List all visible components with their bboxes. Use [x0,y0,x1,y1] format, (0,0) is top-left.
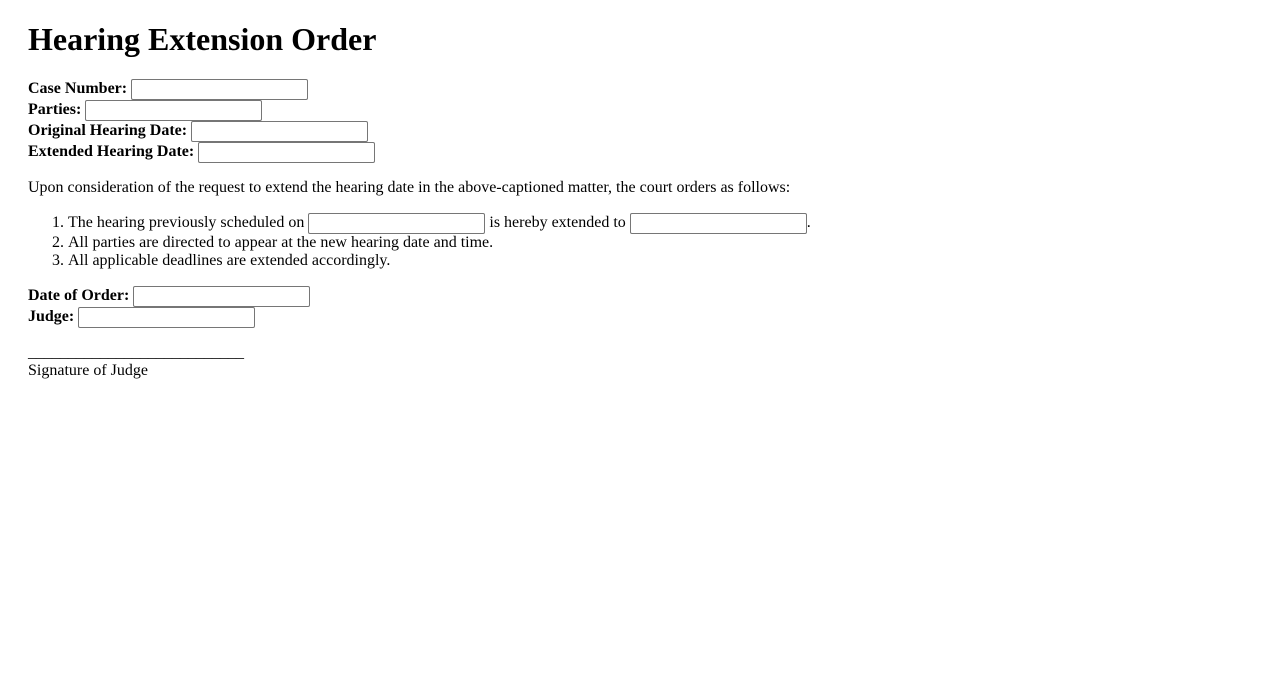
signature-line: ___________________________ [28,344,244,361]
case-info-section [28,79,1278,163]
order-item-1-prefix: The hearing previously scheduled on [68,214,305,232]
order-item-3: 3. All applicable deadlines are extended accordingly. [68,252,1278,270]
signature-block [28,344,1278,380]
original-hearing-date-input[interactable] [191,121,368,142]
footer-fields-section [28,286,1278,328]
parties-label: Parties: [28,101,82,119]
order-intro: Upon consideration of the request to extend the hearing date in the above-captioned matter, the court orders as follows: [28,179,791,196]
hearing-extension-order-document [8,21,1278,671]
case-number-label: Case Number: [28,80,128,98]
judge-label: Judge: [28,308,75,326]
order-items-list [28,213,1278,270]
extended-to-date-input[interactable] [630,213,807,234]
date-of-order-input[interactable] [133,286,310,307]
scheduled-date-input[interactable] [308,213,485,234]
case-number-input[interactable] [131,79,308,100]
parties-input[interactable] [85,100,262,121]
original-hearing-date-label: Original Hearing Date: [28,122,188,140]
order-item-2: 2. All parties are directed to appear at the new hearing date and time. [68,234,1278,252]
signature-caption: Signature of Judge [28,362,148,379]
date-of-order-label: Date of Order: [28,287,130,305]
order-item-1-middle: is hereby extended to [489,214,626,232]
page-title: Hearing Extension Order [28,21,377,57]
extended-hearing-date-input[interactable] [198,142,375,163]
judge-input[interactable] [78,307,255,328]
order-item-1 [68,213,1278,234]
order-item-1-suffix: . [806,214,811,232]
extended-hearing-date-label: Extended Hearing Date: [28,143,195,161]
